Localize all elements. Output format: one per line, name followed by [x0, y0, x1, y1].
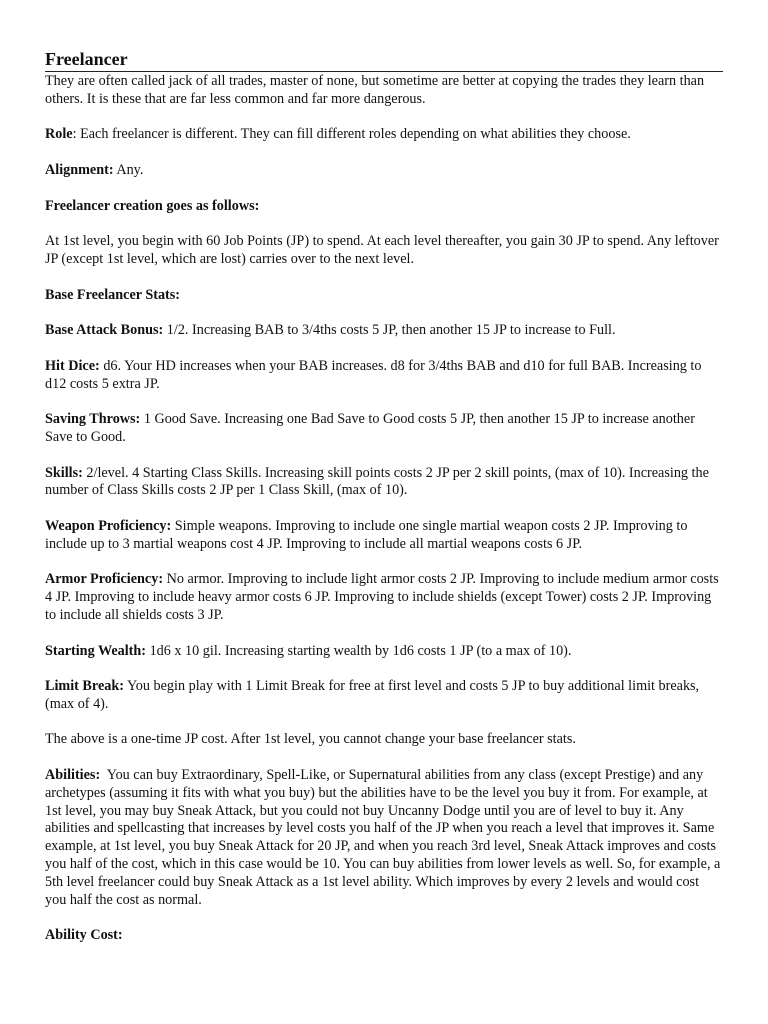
- base-attack-bonus-paragraph: [45, 322, 723, 340]
- weapon-proficiency-label: Weapon Proficiency:: [45, 517, 172, 534]
- intro-paragraph: [45, 73, 723, 109]
- job-points-text: At 1st level, you begin with 60 Job Points (JP) to spend. At each level thereafter, you gain 30 JP to spend. Any leftover JP (except 1st level, which are lost) carries over to the next level.: [45, 233, 719, 267]
- ability-cost-label: Ability Cost:: [45, 927, 123, 944]
- abilities-label: Abilities:: [45, 767, 101, 784]
- ability-cost-heading: [45, 927, 723, 945]
- one-time-cost-paragraph: [45, 731, 723, 749]
- weapon-proficiency-paragraph: [45, 518, 723, 554]
- saving-throws-paragraph: [45, 411, 723, 447]
- role-paragraph: [45, 126, 723, 144]
- weapon-proficiency-text: Simple weapons. Improving to include one single martial weapon costs 2 JP. Improving to include up to 3 martial weapons cost 4 JP. Improving to include all martial weapons costs 6 JP.: [45, 517, 688, 552]
- limit-break-paragraph: [45, 678, 723, 714]
- armor-proficiency-text: No armor. Improving to include light armor costs 2 JP. Improving to include medium armor costs 4 JP. Improving to include heavy armor costs 6 JP. Improving to include shields (except Tower) costs 2 JP. Improving to include all shields costs 3 JP.: [45, 571, 719, 623]
- alignment-text: Any.: [113, 161, 144, 178]
- abilities-paragraph: [45, 767, 723, 909]
- base-attack-bonus-label: Base Attack Bonus:: [45, 322, 164, 339]
- skills-paragraph: [45, 465, 723, 501]
- base-stats-heading: [45, 287, 723, 305]
- alignment-paragraph: [45, 162, 723, 180]
- limit-break-label: Limit Break:: [45, 678, 124, 695]
- hit-dice-paragraph: [45, 358, 723, 394]
- document-page: [45, 48, 723, 963]
- paragraph-text: They are often called jack of all trades, master of none, but sometime are better at copying the trades they learn than others. It is these that are far less common and far more dangerous.: [45, 73, 705, 107]
- armor-proficiency-paragraph: [45, 571, 723, 624]
- base-attack-bonus-text: 1/2. Increasing BAB to 3/4ths costs 5 JP, then another 15 JP to increase to Full.: [163, 322, 616, 339]
- hit-dice-label: Hit Dice:: [45, 357, 100, 374]
- creation-heading: [45, 198, 723, 216]
- skills-label: Skills:: [45, 464, 83, 481]
- role-label: Role: [45, 126, 73, 143]
- alignment-label: Alignment:: [45, 161, 114, 178]
- one-time-cost-text: The above is a one-time JP cost. After 1st level, you cannot change your base freelancer stats.: [45, 731, 576, 748]
- starting-wealth-text: 1d6 x 10 gil. Increasing starting wealth by 1d6 costs 1 JP (to a max of 10).: [146, 642, 572, 659]
- armor-proficiency-label: Armor Proficiency:: [45, 571, 164, 588]
- starting-wealth-paragraph: [45, 643, 723, 661]
- creation-label: Freelancer creation goes as follows:: [45, 197, 260, 214]
- role-text: : Each freelancer is different. They can fill different roles depending on what abilities they choose.: [72, 126, 631, 143]
- limit-break-text: You begin play with 1 Limit Break for free at first level and costs 5 JP to buy additional limit breaks, (max of 4).: [45, 678, 700, 712]
- starting-wealth-label: Starting Wealth:: [45, 642, 147, 659]
- saving-throws-label: Saving Throws:: [45, 411, 141, 428]
- saving-throws-text: 1 Good Save. Increasing one Bad Save to Good costs 5 JP, then another 15 JP to increase another Save to Good.: [45, 411, 695, 445]
- abilities-text: You can buy Extraordinary, Spell-Like, or Supernatural abilities from any class (except Prestige) and any archetypes (assuming it fits with what you buy) but the abilities have to be the level you buy it from. For example, at 1st level, you may buy Sneak Attack, but you could not buy Uncanny Dodge until you are of level to buy it. Any abilities and spellcasting that increases by level costs you half of the JP when you reach a level that improves it. Same example, at 1st level, you buy Sneak Attack for 20 JP, and when you reach 3rd level, Sneak Attack improves and costs you half of the cost, which in this case would be 10. You can buy abilities from lower levels as well. So, for example, a 5th level freelancer could buy Sneak Attack as a 1st level ability. Which improves by every 2 levels and would cost you half the cost as normal.: [45, 767, 724, 908]
- skills-text: 2/level. 4 Starting Class Skills. Increasing skill points costs 2 JP per 2 skill points, (max of 10). Increasing the number of Class Skills costs 2 JP per 1 Class Skill, (max of 10).: [45, 464, 709, 499]
- document-title: Freelancer: [45, 48, 723, 72]
- base-stats-label: Base Freelancer Stats:: [45, 286, 181, 303]
- hit-dice-text: d6. Your HD increases when your BAB increases. d8 for 3/4ths BAB and d10 for full BAB. Increasing to d12 costs 5 extra JP.: [45, 357, 702, 392]
- job-points-paragraph: [45, 233, 723, 269]
